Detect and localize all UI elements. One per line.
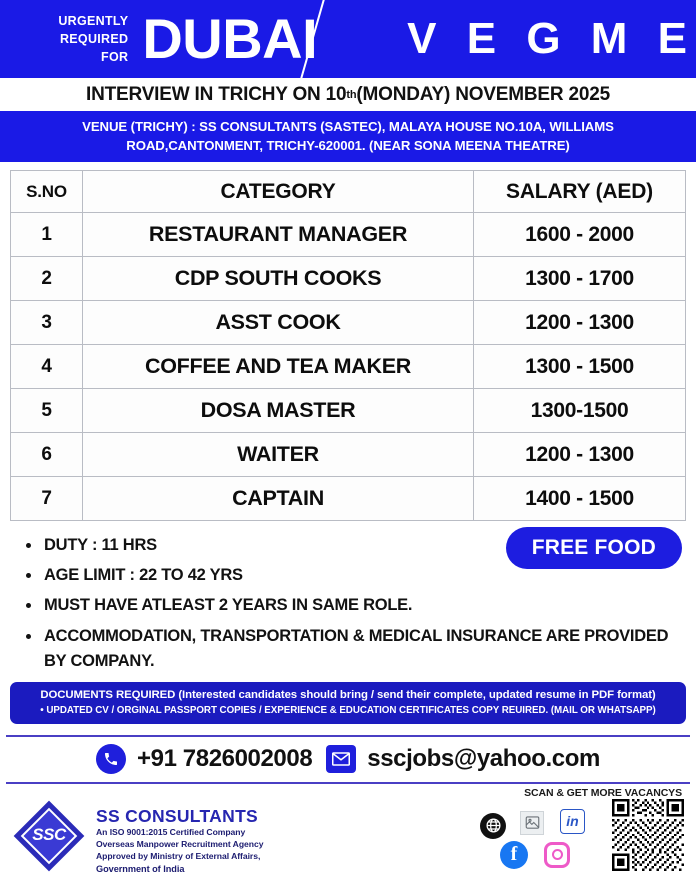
row-salary: 1300 - 1500 bbox=[474, 345, 686, 389]
header-category: CATEGORY bbox=[83, 171, 474, 213]
email-address: sscjobs@yahoo.com bbox=[367, 744, 600, 772]
table-row bbox=[11, 433, 686, 477]
company-government-line: Government of India bbox=[96, 863, 185, 874]
row-salary: 1300 - 1700 bbox=[474, 257, 686, 301]
contact-bottom-rule bbox=[6, 782, 690, 784]
interview-date-suffix: (MONDAY) NOVEMBER 2025 bbox=[356, 83, 610, 105]
destination-title: DUBAI bbox=[142, 7, 318, 70]
row-sno: 2 bbox=[11, 257, 83, 301]
company-agency-line: Overseas Manpower Recruitment Agency bbox=[96, 839, 264, 850]
interview-date-prefix: INTERVIEW IN TRICHY ON 10 bbox=[86, 83, 347, 105]
venue-line-1: VENUE (TRICHY) : SS CONSULTANTS (SASTEC), MALAYA HOUSE NO.10A, WILLIAMS bbox=[82, 119, 614, 134]
row-salary: 1300-1500 bbox=[474, 389, 686, 433]
phone-icon bbox=[96, 744, 126, 774]
list-item: ACCOMMODATION, TRANSPORTATION & MEDICAL INSURANCE ARE PROVIDED BY COMPANY. bbox=[22, 624, 682, 674]
documents-subtitle: • UPDATED CV / ORGINAL PASSPORT COPIES / EXPERIENCE & EDUCATION CERTIFICATES COPY REUIRED. (MAIL OR WHATSAPP) bbox=[40, 704, 656, 716]
phone-number: +91 7826002008 bbox=[137, 744, 313, 772]
row-sno: 5 bbox=[11, 389, 83, 433]
urgently-label: URGENTLY bbox=[58, 13, 129, 28]
table-row bbox=[11, 389, 686, 433]
broken-image-icon[interactable] bbox=[520, 811, 544, 835]
linkedin-icon[interactable]: in bbox=[560, 809, 585, 834]
row-category: CAPTAIN bbox=[83, 477, 474, 521]
free-food-badge: FREE FOOD bbox=[506, 527, 682, 569]
scan-prompt: SCAN & GET MORE VACANCYS bbox=[524, 786, 682, 799]
row-category: WAITER bbox=[83, 433, 474, 477]
table-row bbox=[11, 477, 686, 521]
row-salary: 1600 - 2000 bbox=[474, 213, 686, 257]
social-links bbox=[472, 801, 592, 871]
venue-line-2: ROAD,CANTONMENT, TRICHY-620001. (NEAR SONA MEENA THEATRE) bbox=[126, 138, 570, 154]
secondary-title: V E G M E bbox=[407, 14, 696, 63]
poster-footer bbox=[0, 799, 696, 877]
logo-initials: SSC bbox=[32, 824, 66, 844]
vacancy-table-wrapper bbox=[0, 162, 696, 521]
benefits-list bbox=[22, 533, 682, 673]
header-sno: S.NO bbox=[11, 171, 83, 213]
row-category: CDP SOUTH COOKS bbox=[83, 257, 474, 301]
company-name: SS CONSULTANTS bbox=[96, 805, 259, 826]
row-category: COFFEE AND TEA MAKER bbox=[83, 345, 474, 389]
envelope-icon bbox=[326, 745, 356, 773]
row-salary: 1200 - 1300 bbox=[474, 433, 686, 477]
benefits-section bbox=[0, 521, 696, 673]
row-category: ASST COOK bbox=[83, 301, 474, 345]
company-details bbox=[96, 805, 263, 876]
table-header-row bbox=[11, 171, 686, 213]
list-item: MUST HAVE ATLEAST 2 YEARS IN SAME ROLE. bbox=[22, 593, 682, 618]
row-category: DOSA MASTER bbox=[83, 389, 474, 433]
row-salary: 1400 - 1500 bbox=[474, 477, 686, 521]
table-row bbox=[11, 345, 686, 389]
contact-bar bbox=[0, 737, 696, 782]
company-iso-line: An ISO 9001:2015 Certified Company bbox=[96, 826, 246, 837]
header-salary: SALARY (AED) bbox=[474, 171, 686, 213]
list-item: AGE LIMIT : 22 TO 42 YRS bbox=[22, 563, 682, 588]
email-contact[interactable] bbox=[326, 745, 600, 773]
list-item: DUTY : 11 HRS bbox=[22, 533, 682, 558]
date-ordinal-suffix: th bbox=[346, 88, 357, 101]
company-approval-line: Approved by Ministry of External Affairs, bbox=[96, 851, 261, 862]
facebook-icon[interactable]: f bbox=[500, 841, 528, 869]
row-category: RESTAURANT MANAGER bbox=[83, 213, 474, 257]
row-sno: 3 bbox=[11, 301, 83, 345]
row-sno: 6 bbox=[11, 433, 83, 477]
poster-header bbox=[0, 0, 696, 78]
row-sno: 4 bbox=[11, 345, 83, 389]
row-sno: 7 bbox=[11, 477, 83, 521]
documents-title: DOCUMENTS REQUIRED (Interested candidates should bring / send their complete, updated resume in PDF format) bbox=[40, 688, 656, 701]
required-for-label: REQUIRED FOR bbox=[59, 31, 129, 65]
documents-required-band bbox=[10, 682, 686, 724]
table-row bbox=[11, 213, 686, 257]
instagram-icon[interactable] bbox=[544, 842, 570, 868]
vacancy-table bbox=[10, 170, 686, 521]
venue-band bbox=[0, 111, 696, 162]
row-salary: 1200 - 1300 bbox=[474, 301, 686, 345]
row-sno: 1 bbox=[11, 213, 83, 257]
ssc-logo bbox=[12, 805, 84, 871]
phone-contact[interactable] bbox=[96, 744, 312, 774]
interview-date-band bbox=[0, 78, 696, 111]
qr-code[interactable] bbox=[612, 799, 684, 871]
table-row bbox=[11, 301, 686, 345]
table-row bbox=[11, 257, 686, 301]
globe-icon[interactable] bbox=[480, 813, 506, 839]
instagram-lens bbox=[552, 849, 563, 860]
urgently-required-block bbox=[46, 12, 128, 66]
